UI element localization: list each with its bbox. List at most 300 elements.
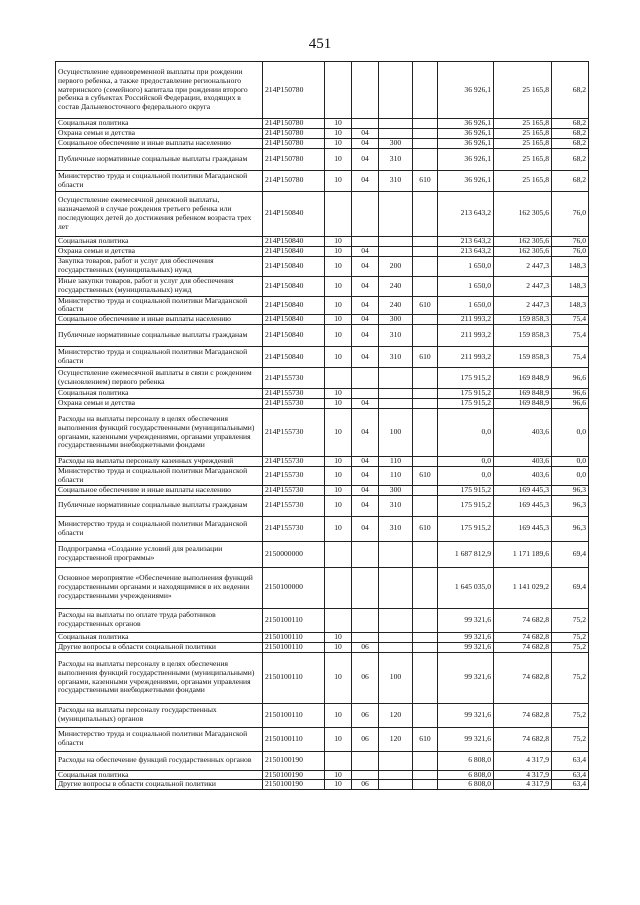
row-ministry-code: 610	[413, 516, 438, 541]
row-code: 214P155730	[263, 495, 325, 516]
row-ministry-code	[413, 770, 438, 780]
row-code: 2150100110	[263, 727, 325, 751]
row-percent: 96,3	[552, 495, 589, 516]
row-code: 214P150840	[263, 191, 325, 236]
row-executed: 403,6	[494, 466, 552, 485]
row-subsection: 04	[352, 399, 379, 409]
row-ministry-code	[413, 62, 438, 119]
row-planned: 213 643,2	[438, 191, 494, 236]
row-executed: 74 682,8	[494, 727, 552, 751]
row-percent: 0,0	[552, 457, 589, 467]
row-section: 10	[325, 632, 352, 642]
row-code: 214P155730	[263, 516, 325, 541]
row-subsection: 04	[352, 347, 379, 368]
row-percent: 96,6	[552, 389, 589, 399]
row-subsection	[352, 368, 379, 389]
row-planned: 213 643,2	[438, 246, 494, 256]
row-executed: 4 317,9	[494, 751, 552, 770]
row-section: 10	[325, 389, 352, 399]
row-subsection	[352, 236, 379, 246]
row-expense-type: 310	[379, 516, 413, 541]
row-planned: 36 926,1	[438, 148, 494, 170]
row-section: 10	[325, 703, 352, 727]
row-code: 214P155730	[263, 457, 325, 467]
row-percent: 68,2	[552, 170, 589, 191]
row-percent: 75,2	[552, 652, 589, 703]
row-section: 10	[325, 770, 352, 780]
row-name: Публичные нормативные социальные выплаты гражданам	[56, 325, 263, 347]
row-ministry-code	[413, 457, 438, 467]
table-row	[56, 119, 589, 129]
row-percent: 75,2	[552, 642, 589, 652]
row-executed: 159 858,3	[494, 347, 552, 368]
table-row	[56, 457, 589, 467]
row-ministry-code: 610	[413, 296, 438, 315]
row-executed: 159 858,3	[494, 325, 552, 347]
row-ministry-code	[413, 652, 438, 703]
row-planned: 36 926,1	[438, 138, 494, 148]
table-row	[56, 325, 589, 347]
row-percent: 148,3	[552, 296, 589, 315]
row-ministry-code	[413, 236, 438, 246]
row-section: 10	[325, 642, 352, 652]
row-name: Иные закупки товаров, работ и услуг для обеспечения государственных (муниципальных) нужд	[56, 276, 263, 296]
row-planned: 175 915,2	[438, 516, 494, 541]
row-subsection: 04	[352, 256, 379, 276]
row-name: Социальная политика	[56, 236, 263, 246]
row-section: 10	[325, 727, 352, 751]
row-ministry-code	[413, 325, 438, 347]
row-planned: 99 321,6	[438, 642, 494, 652]
table-row	[56, 780, 589, 790]
row-expense-type: 100	[379, 652, 413, 703]
row-subsection: 04	[352, 296, 379, 315]
row-percent: 75,4	[552, 325, 589, 347]
row-percent: 63,4	[552, 751, 589, 770]
row-code: 214P150840	[263, 347, 325, 368]
row-section	[325, 751, 352, 770]
row-planned: 211 993,2	[438, 325, 494, 347]
row-name: Социальная политика	[56, 119, 263, 129]
row-subsection: 04	[352, 495, 379, 516]
table-row	[56, 138, 589, 148]
row-code: 2150100110	[263, 608, 325, 632]
row-section: 10	[325, 325, 352, 347]
row-ministry-code	[413, 751, 438, 770]
row-code: 214P150780	[263, 62, 325, 119]
row-expense-type	[379, 62, 413, 119]
row-section: 10	[325, 516, 352, 541]
row-ministry-code	[413, 315, 438, 325]
row-code: 214P150840	[263, 296, 325, 315]
row-subsection	[352, 770, 379, 780]
row-executed: 74 682,8	[494, 642, 552, 652]
row-section: 10	[325, 170, 352, 191]
row-expense-type	[379, 191, 413, 236]
row-executed: 74 682,8	[494, 703, 552, 727]
row-code: 214P155730	[263, 409, 325, 457]
table-row	[56, 128, 589, 138]
row-ministry-code	[413, 642, 438, 652]
row-executed: 25 165,8	[494, 119, 552, 129]
row-planned: 175 915,2	[438, 485, 494, 495]
row-expense-type: 120	[379, 703, 413, 727]
row-expense-type	[379, 368, 413, 389]
row-expense-type: 310	[379, 148, 413, 170]
row-percent: 75,4	[552, 315, 589, 325]
row-executed: 74 682,8	[494, 608, 552, 632]
row-subsection	[352, 608, 379, 632]
row-subsection: 04	[352, 148, 379, 170]
row-subsection: 04	[352, 128, 379, 138]
row-executed: 162 305,6	[494, 246, 552, 256]
row-planned: 1 687 812,9	[438, 541, 494, 567]
table-row	[56, 276, 589, 296]
row-expense-type	[379, 119, 413, 129]
row-section: 10	[325, 296, 352, 315]
row-section: 10	[325, 485, 352, 495]
row-percent: 75,2	[552, 632, 589, 642]
row-executed: 25 165,8	[494, 128, 552, 138]
row-name: Министерство труда и социальной политики Магаданской области	[56, 347, 263, 368]
row-section	[325, 368, 352, 389]
row-code: 214P150840	[263, 256, 325, 276]
row-percent: 68,2	[552, 138, 589, 148]
table-row	[56, 608, 589, 632]
row-subsection: 04	[352, 457, 379, 467]
row-expense-type	[379, 567, 413, 608]
row-planned: 211 993,2	[438, 347, 494, 368]
budget-table	[55, 61, 589, 790]
row-expense-type	[379, 780, 413, 790]
row-planned: 175 915,2	[438, 389, 494, 399]
row-name: Министерство труда и социальной политики Магаданской области	[56, 727, 263, 751]
row-section	[325, 567, 352, 608]
row-section: 10	[325, 148, 352, 170]
row-ministry-code	[413, 128, 438, 138]
row-subsection: 04	[352, 170, 379, 191]
row-name: Подпрограмма «Создание условий для реализации государственной программы»	[56, 541, 263, 567]
row-code: 214P150840	[263, 246, 325, 256]
row-executed: 169 445,3	[494, 495, 552, 516]
row-ministry-code	[413, 148, 438, 170]
row-executed: 162 305,6	[494, 236, 552, 246]
row-expense-type	[379, 751, 413, 770]
row-percent: 148,3	[552, 256, 589, 276]
row-subsection: 04	[352, 246, 379, 256]
row-code: 214P155730	[263, 466, 325, 485]
table-row	[56, 399, 589, 409]
row-name: Социальное обеспечение и иные выплаты населению	[56, 485, 263, 495]
row-section	[325, 62, 352, 119]
row-subsection: 06	[352, 642, 379, 652]
row-percent: 76,0	[552, 236, 589, 246]
row-code: 214P150840	[263, 276, 325, 296]
row-subsection	[352, 541, 379, 567]
row-expense-type: 120	[379, 727, 413, 751]
row-name: Расходы на обеспечение функций государственных органов	[56, 751, 263, 770]
row-subsection	[352, 632, 379, 642]
row-code: 214P150840	[263, 325, 325, 347]
table-row	[56, 727, 589, 751]
row-section	[325, 541, 352, 567]
row-name: Расходы на выплаты по оплате труда работников государственных органов	[56, 608, 263, 632]
table-row	[56, 642, 589, 652]
row-executed: 25 165,8	[494, 138, 552, 148]
row-subsection: 04	[352, 485, 379, 495]
row-percent: 76,0	[552, 246, 589, 256]
table-row	[56, 236, 589, 246]
row-name: Министерство труда и социальной политики Магаданской области	[56, 296, 263, 315]
row-planned: 1 650,0	[438, 256, 494, 276]
row-percent: 68,2	[552, 62, 589, 119]
table-row	[56, 389, 589, 399]
row-subsection: 04	[352, 516, 379, 541]
row-code: 214P150780	[263, 138, 325, 148]
table-row	[56, 516, 589, 541]
row-code: 214P150840	[263, 236, 325, 246]
row-planned: 175 915,2	[438, 368, 494, 389]
row-executed: 169 848,9	[494, 368, 552, 389]
table-row	[56, 170, 589, 191]
row-planned: 1 645 035,0	[438, 567, 494, 608]
row-code: 2150100000	[263, 567, 325, 608]
row-name: Осуществление ежемесячной денежной выплаты, назначаемой в случае рождения третьего ребенка или последующих детей до достижения ребенком возраста трех лет	[56, 191, 263, 236]
row-ministry-code	[413, 138, 438, 148]
row-ministry-code	[413, 567, 438, 608]
row-name: Публичные нормативные социальные выплаты гражданам	[56, 148, 263, 170]
row-code: 2150100190	[263, 780, 325, 790]
row-code: 214P150780	[263, 119, 325, 129]
row-ministry-code	[413, 703, 438, 727]
row-planned: 6 808,0	[438, 770, 494, 780]
row-expense-type: 240	[379, 296, 413, 315]
row-subsection	[352, 567, 379, 608]
row-name: Социальная политика	[56, 632, 263, 642]
row-subsection	[352, 119, 379, 129]
row-percent: 75,2	[552, 727, 589, 751]
table-row	[56, 485, 589, 495]
row-section: 10	[325, 246, 352, 256]
row-name: Министерство труда и социальной политики Магаданской области	[56, 466, 263, 485]
row-subsection: 04	[352, 409, 379, 457]
row-section	[325, 191, 352, 236]
row-planned: 99 321,6	[438, 652, 494, 703]
row-subsection: 06	[352, 652, 379, 703]
row-planned: 36 926,1	[438, 119, 494, 129]
row-planned: 211 993,2	[438, 315, 494, 325]
row-percent: 96,3	[552, 485, 589, 495]
row-subsection	[352, 191, 379, 236]
row-subsection: 06	[352, 703, 379, 727]
row-name: Охрана семьи и детства	[56, 399, 263, 409]
row-ministry-code	[413, 409, 438, 457]
row-expense-type	[379, 770, 413, 780]
row-planned: 99 321,6	[438, 727, 494, 751]
row-section: 10	[325, 128, 352, 138]
table-row	[56, 315, 589, 325]
row-name: Министерство труда и социальной политики Магаданской области	[56, 516, 263, 541]
row-percent: 75,4	[552, 347, 589, 368]
table-row	[56, 246, 589, 256]
row-executed: 403,6	[494, 457, 552, 467]
row-section: 10	[325, 399, 352, 409]
row-section: 10	[325, 495, 352, 516]
row-executed: 169 445,3	[494, 516, 552, 541]
row-planned: 99 321,6	[438, 632, 494, 642]
row-code: 2150100190	[263, 751, 325, 770]
row-percent: 96,6	[552, 368, 589, 389]
row-planned: 99 321,6	[438, 608, 494, 632]
row-ministry-code: 610	[413, 466, 438, 485]
row-percent: 63,4	[552, 770, 589, 780]
row-percent: 69,4	[552, 567, 589, 608]
row-expense-type: 310	[379, 170, 413, 191]
row-expense-type	[379, 246, 413, 256]
row-executed: 25 165,8	[494, 170, 552, 191]
row-subsection	[352, 62, 379, 119]
row-name: Основное мероприятие «Обеспечение выполнения функций государственными органами и находящимися в их ведении государственными учреждениями»	[56, 567, 263, 608]
row-planned: 36 926,1	[438, 128, 494, 138]
row-ministry-code	[413, 495, 438, 516]
row-ministry-code	[413, 632, 438, 642]
row-planned: 175 915,2	[438, 495, 494, 516]
row-ministry-code	[413, 399, 438, 409]
row-executed: 74 682,8	[494, 652, 552, 703]
row-section: 10	[325, 276, 352, 296]
row-name: Другие вопросы в области социальной политики	[56, 780, 263, 790]
table-row	[56, 466, 589, 485]
row-executed: 2 447,3	[494, 296, 552, 315]
row-planned: 1 650,0	[438, 276, 494, 296]
table-row	[56, 296, 589, 315]
row-planned: 36 926,1	[438, 170, 494, 191]
row-code: 2150000000	[263, 541, 325, 567]
row-name: Закупка товаров, работ и услуг для обеспечения государственных (муниципальных) нужд	[56, 256, 263, 276]
row-planned: 0,0	[438, 457, 494, 467]
row-ministry-code	[413, 389, 438, 399]
row-name: Социальное обеспечение и иные выплаты населению	[56, 138, 263, 148]
row-section: 10	[325, 236, 352, 246]
row-planned: 1 650,0	[438, 296, 494, 315]
row-code: 2150100110	[263, 632, 325, 642]
row-expense-type: 300	[379, 315, 413, 325]
row-percent: 0,0	[552, 409, 589, 457]
row-code: 2150100110	[263, 652, 325, 703]
row-planned: 6 808,0	[438, 780, 494, 790]
row-executed: 403,6	[494, 409, 552, 457]
row-code: 2150100110	[263, 703, 325, 727]
row-expense-type: 310	[379, 325, 413, 347]
table-row	[56, 148, 589, 170]
row-expense-type	[379, 236, 413, 246]
table-row	[56, 495, 589, 516]
row-percent: 75,2	[552, 703, 589, 727]
table-row	[56, 652, 589, 703]
table-row	[56, 368, 589, 389]
row-section: 10	[325, 780, 352, 790]
row-code: 214P150780	[263, 128, 325, 138]
page-number: 451	[308, 36, 332, 52]
row-planned: 175 915,2	[438, 399, 494, 409]
row-planned: 99 321,6	[438, 703, 494, 727]
row-ministry-code: 610	[413, 347, 438, 368]
row-code: 214P155730	[263, 368, 325, 389]
row-section: 10	[325, 409, 352, 457]
row-subsection: 06	[352, 727, 379, 751]
row-planned: 213 643,2	[438, 236, 494, 246]
row-name: Расходы на выплаты персоналу в целях обеспечения выполнения функций государственными (муниципальными) органами, казенными учреждениями, органами управления государственными внебюджетными фондами	[56, 652, 263, 703]
row-executed: 1 171 189,6	[494, 541, 552, 567]
row-ministry-code	[413, 608, 438, 632]
row-expense-type: 240	[379, 276, 413, 296]
row-expense-type: 300	[379, 138, 413, 148]
row-expense-type: 310	[379, 347, 413, 368]
row-percent: 96,3	[552, 516, 589, 541]
row-executed: 4 317,9	[494, 770, 552, 780]
table-row	[56, 567, 589, 608]
row-name: Осуществление единовременной выплаты при рождении первого ребенка, а также предоставление регионального материнского (семейного) капитала при рождении второго ребенка в субъектах Российской Федерации, входящих в состав Дальневосточного федерального округа	[56, 62, 263, 119]
row-expense-type	[379, 632, 413, 642]
row-name: Охрана семьи и детства	[56, 128, 263, 138]
row-section: 10	[325, 457, 352, 467]
row-percent: 75,2	[552, 608, 589, 632]
row-percent: 68,2	[552, 119, 589, 129]
table-row	[56, 62, 589, 119]
row-name: Осуществление ежемесячной выплаты в связи с рождением (усыновлением) первого ребенка	[56, 368, 263, 389]
row-executed: 159 858,3	[494, 315, 552, 325]
row-code: 214P150840	[263, 315, 325, 325]
table-row	[56, 541, 589, 567]
row-executed: 169 848,9	[494, 389, 552, 399]
row-section	[325, 608, 352, 632]
table-row	[56, 751, 589, 770]
row-planned: 0,0	[438, 466, 494, 485]
row-name: Публичные нормативные социальные выплаты гражданам	[56, 495, 263, 516]
row-planned: 0,0	[438, 409, 494, 457]
row-executed: 169 848,9	[494, 399, 552, 409]
row-executed: 4 317,9	[494, 780, 552, 790]
row-name: Расходы на выплаты персоналу государственных (муниципальных) органов	[56, 703, 263, 727]
row-ministry-code	[413, 541, 438, 567]
row-section: 10	[325, 466, 352, 485]
table-row	[56, 703, 589, 727]
row-ministry-code	[413, 191, 438, 236]
row-name: Другие вопросы в области социальной политики	[56, 642, 263, 652]
row-ministry-code	[413, 256, 438, 276]
row-expense-type: 110	[379, 466, 413, 485]
row-code: 2150100190	[263, 770, 325, 780]
row-section: 10	[325, 119, 352, 129]
row-ministry-code	[413, 276, 438, 296]
row-name: Социальная политика	[56, 770, 263, 780]
row-planned: 36 926,1	[438, 62, 494, 119]
row-expense-type: 110	[379, 457, 413, 467]
row-expense-type	[379, 642, 413, 652]
row-subsection: 04	[352, 466, 379, 485]
row-executed: 74 682,8	[494, 632, 552, 642]
row-code: 214P155730	[263, 389, 325, 399]
row-percent: 96,6	[552, 399, 589, 409]
row-percent: 0,0	[552, 466, 589, 485]
row-executed: 25 165,8	[494, 62, 552, 119]
row-subsection: 04	[352, 138, 379, 148]
row-subsection	[352, 751, 379, 770]
row-code: 2150100110	[263, 642, 325, 652]
row-ministry-code	[413, 485, 438, 495]
row-name: Расходы на выплаты персоналу казенных учреждений	[56, 457, 263, 467]
row-expense-type	[379, 608, 413, 632]
